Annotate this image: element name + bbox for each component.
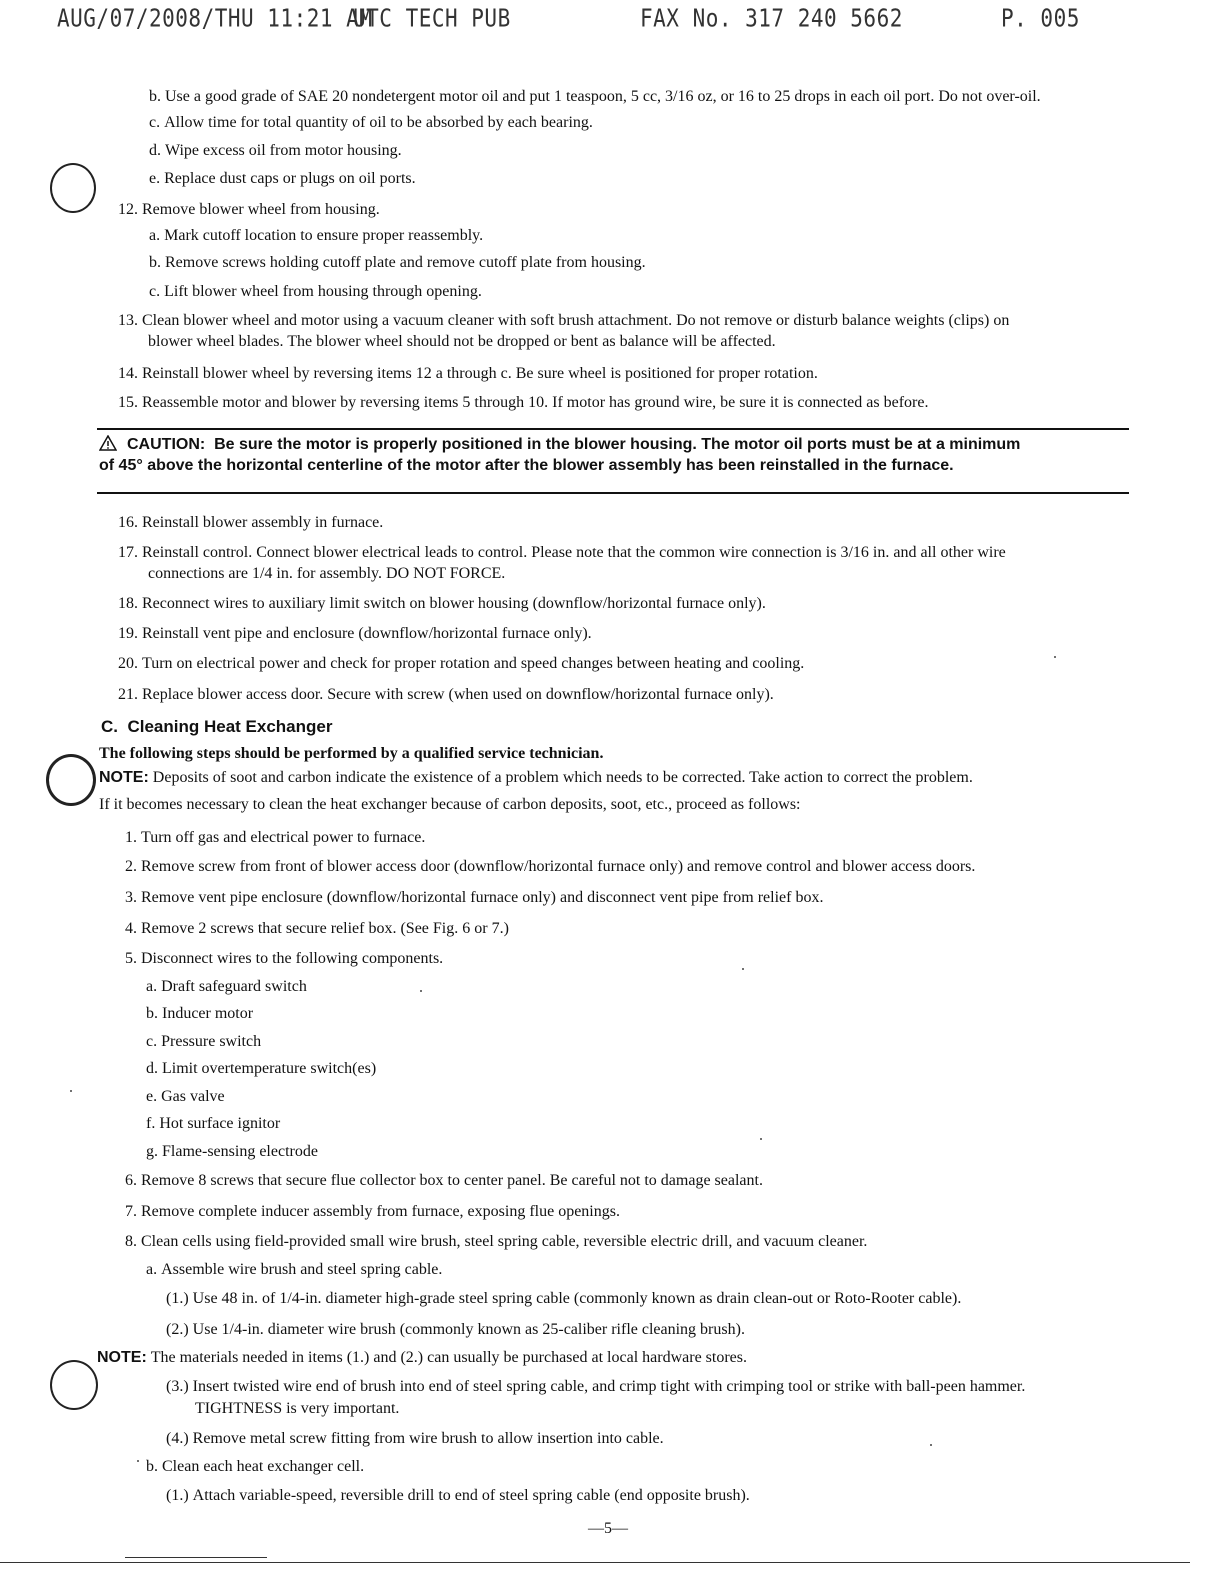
caution-block xyxy=(99,434,1133,476)
list-item-continuation: blower wheel blades. The blower wheel should not be dropped or bent as balance will be affected. xyxy=(148,333,776,350)
list-item: 21. Replace blower access door. Secure with screw (when used on downflow/horizontal furnace only). xyxy=(118,686,774,703)
fax-sender: UTC TECH PUB xyxy=(353,4,511,33)
caution-top-rule xyxy=(97,428,1129,430)
list-item: 20. Turn on electrical power and check for proper rotation and speed changes between heating and cooling. xyxy=(118,655,805,672)
fax-datetime: AUG/07/2008/THU 11:21 AM xyxy=(57,4,373,33)
list-item: a. Draft safeguard switch xyxy=(146,978,307,995)
list-item: 15. Reassemble motor and blower by reversing items 5 through 10. If motor has ground wire, be sure it is connected as before. xyxy=(118,394,929,411)
qualified-notice: The following steps should be performed by a qualified service technician. xyxy=(99,745,604,762)
note: NOTE: The materials needed in items (1.) and (2.) can usually be purchased at local hardware stores. xyxy=(97,1349,747,1366)
list-item: (1.) Use 48 in. of 1/4-in. diameter high-grade steel spring cable (commonly known as drain clean-out or Roto-Rooter cable). xyxy=(166,1290,962,1307)
page-number: —5— xyxy=(588,1520,628,1537)
fax-number: FAX No. 317 240 5662 xyxy=(640,4,903,33)
list-item: 1. Turn off gas and electrical power to furnace. xyxy=(125,829,426,846)
list-item-continuation: TIGHTNESS is very important. xyxy=(195,1400,400,1417)
list-item: b. Remove screws holding cutoff plate and remove cutoff plate from housing. xyxy=(149,254,646,271)
scan-speck xyxy=(760,1138,762,1140)
list-item: f. Hot surface ignitor xyxy=(146,1115,281,1132)
list-item-continuation: connections are 1/4 in. for assembly. DO NOT FORCE. xyxy=(148,565,506,582)
list-item: c. Pressure switch xyxy=(146,1033,262,1050)
punch-hole-icon xyxy=(50,1360,98,1410)
list-item: (2.) Use 1/4-in. diameter wire brush (commonly known as 25-caliber rifle cleaning brush). xyxy=(166,1321,745,1338)
list-item: 19. Reinstall vent pipe and enclosure (downflow/horizontal furnace only). xyxy=(118,625,592,642)
list-item: c. Lift blower wheel from housing through opening. xyxy=(149,283,482,300)
list-item: 4. Remove 2 screws that secure relief box. (See Fig. 6 or 7.) xyxy=(125,920,509,937)
list-item: (4.) Remove metal screw fitting from wire brush to allow insertion into cable. xyxy=(166,1430,664,1447)
fax-page: P. 005 xyxy=(1001,4,1080,33)
caution-line-1: CAUTION: Be sure the motor is properly positioned in the blower housing. The motor oil ports must be at a minimum xyxy=(99,434,1133,455)
list-item: 2. Remove screw from front of blower access door (downflow/horizontal furnace only) and remove control and blower access doors. xyxy=(125,858,976,875)
caution-bottom-rule xyxy=(97,492,1129,494)
list-item: a. Assemble wire brush and steel spring cable. xyxy=(146,1261,443,1278)
list-item: 7. Remove complete inducer assembly from furnace, exposing flue openings. xyxy=(125,1203,620,1220)
list-item: g. Flame-sensing electrode xyxy=(146,1143,318,1160)
list-item: d. Wipe excess oil from motor housing. xyxy=(149,142,402,159)
list-item: 12. Remove blower wheel from housing. xyxy=(118,201,380,218)
list-item: b. Clean each heat exchanger cell. xyxy=(146,1458,365,1475)
list-item: 5. Disconnect wires to the following components. xyxy=(125,950,444,967)
section-heading: C. Cleaning Heat Exchanger xyxy=(101,717,333,736)
list-item: 13. Clean blower wheel and motor using a vacuum cleaner with soft brush attachment. Do not remove or disturb balance weights (clips) on xyxy=(118,312,1010,329)
list-item: (3.) Insert twisted wire end of brush into end of steel spring cable, and crimp tight with crimping tool or strike with ball-peen hammer. xyxy=(166,1378,1026,1395)
intro-text: If it becomes necessary to clean the heat exchanger because of carbon deposits, soot, etc., proceed as follows: xyxy=(99,796,801,813)
list-item: 3. Remove vent pipe enclosure (downflow/horizontal furnace only) and disconnect vent pipe from relief box. xyxy=(125,889,824,906)
list-item: (1.) Attach variable-speed, reversible drill to end of steel spring cable (end opposite brush). xyxy=(166,1487,750,1504)
list-item: e. Replace dust caps or plugs on oil ports. xyxy=(149,170,416,187)
scan-speck xyxy=(1054,656,1056,658)
list-item: b. Inducer motor xyxy=(146,1005,254,1022)
list-item: 16. Reinstall blower assembly in furnace. xyxy=(118,514,384,531)
list-item: 14. Reinstall blower wheel by reversing items 12 a through c. Be sure wheel is positioned for proper rotation. xyxy=(118,365,818,382)
list-item: a. Mark cutoff location to ensure proper reassembly. xyxy=(149,227,484,244)
scan-speck xyxy=(930,1444,932,1446)
footer-scan-line xyxy=(0,1562,1190,1563)
scan-speck xyxy=(70,1090,72,1092)
punch-hole-icon xyxy=(50,163,96,213)
list-item: 6. Remove 8 screws that secure flue collector box to center panel. Be careful not to damage sealant. xyxy=(125,1172,763,1189)
list-item: 8. Clean cells using field-provided small wire brush, steel spring cable, reversible electric drill, and vacuum cleaner. xyxy=(125,1233,868,1250)
footer-scan-line xyxy=(125,1557,267,1558)
scan-speck xyxy=(137,1460,139,1462)
list-item: d. Limit overtemperature switch(es) xyxy=(146,1060,377,1077)
scan-speck xyxy=(742,968,744,970)
list-item: 17. Reinstall control. Connect blower electrical leads to control. Please note that the common wire connection is 3/16 in. and all other wire xyxy=(118,544,1006,561)
list-item: e. Gas valve xyxy=(146,1088,225,1105)
list-item: c. Allow time for total quantity of oil to be absorbed by each bearing. xyxy=(149,114,593,131)
punch-hole-icon xyxy=(46,754,96,806)
caution-line-2: of 45° above the horizontal centerline of the motor after the blower assembly has been reinstalled in the furnace. xyxy=(99,457,954,474)
list-item: 18. Reconnect wires to auxiliary limit switch on blower housing (downflow/horizontal furnace only). xyxy=(118,595,766,612)
note: NOTE: Deposits of soot and carbon indicate the existence of a problem which needs to be corrected. Take action to correct the problem. xyxy=(99,769,973,786)
list-item: b. Use a good grade of SAE 20 nondetergent motor oil and put 1 teaspoon, 5 cc, 3/16 oz, or 16 to 25 drops in each oil port. Do not over-oil. xyxy=(149,88,1041,105)
warning-triangle-icon xyxy=(99,435,117,451)
scan-speck xyxy=(420,990,422,992)
